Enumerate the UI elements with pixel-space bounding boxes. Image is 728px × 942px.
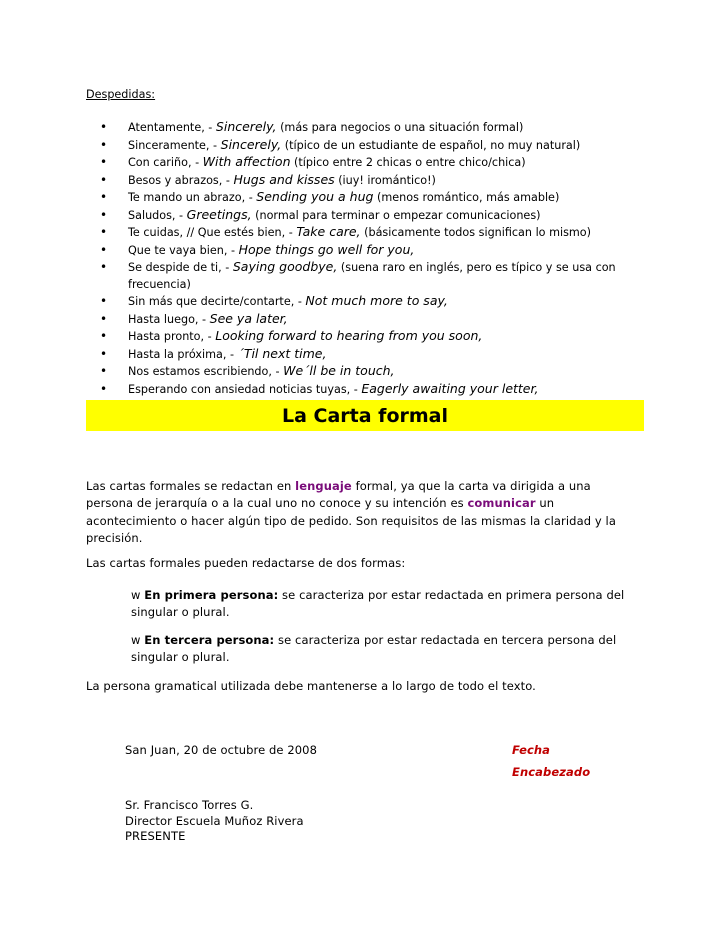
farewell-spanish: Sin más que decirte/contarte, - xyxy=(128,295,306,308)
farewell-spanish: Nos estamos escribiendo, - xyxy=(128,365,284,378)
option-primera-persona xyxy=(131,587,636,622)
farewell-item xyxy=(86,119,646,137)
farewell-item xyxy=(86,154,646,172)
farewell-item xyxy=(86,172,646,190)
lenguaje-link[interactable]: lenguaje xyxy=(295,479,352,493)
intro-text-1: Las cartas formales se redactan en xyxy=(86,479,296,493)
farewell-english: Not much more to say, xyxy=(305,293,448,308)
encabezado-label: Encabezado xyxy=(512,765,591,779)
intro-text-2: formal, ya que la carta va dirigida a una persona de jerarquía o a la cual uno no conoce y su intención es xyxy=(86,479,591,511)
farewell-item xyxy=(86,259,646,293)
farewell-english: Hugs and kisses xyxy=(233,171,335,187)
farewell-item xyxy=(86,242,646,260)
farewell-item xyxy=(86,346,646,364)
farewell-note: (típico de un estudiante de español, no muy natural) xyxy=(281,138,581,152)
intro-text-3: un acontecimiento o hacer algún tipo de pedido. Son requisitos de las mismas la claridad y la precisión. xyxy=(86,496,616,546)
fecha-label: Fecha xyxy=(512,743,551,757)
farewell-english: Take care, xyxy=(296,224,361,239)
option-bullet: w xyxy=(131,633,141,647)
farewell-spanish: Hasta pronto, - xyxy=(128,330,216,343)
farewell-english: With affection xyxy=(202,154,291,169)
persona-paragraph: La persona gramatical utilizada debe mantenerse a lo largo de todo el texto. xyxy=(86,679,536,693)
farewell-spanish: Con cariño, - xyxy=(128,156,203,169)
despedidas-heading: Despedidas: xyxy=(86,88,156,101)
farewell-spanish: Besos y abrazos, - xyxy=(128,173,234,187)
farewell-item xyxy=(86,137,646,155)
letter-date: San Juan, 20 de octubre de 2008 xyxy=(125,743,317,757)
farewell-english: Sincerely, xyxy=(220,136,282,152)
farewell-item xyxy=(86,311,646,329)
option-text: se caracteriza por estar redactada en primera persona del singular o plural. xyxy=(131,588,625,620)
option-label: En tercera persona: xyxy=(144,633,275,647)
farewell-spanish: Que te vaya bien, - xyxy=(128,243,239,257)
farewell-english: Sincerely, xyxy=(215,119,277,134)
farewell-item xyxy=(86,207,646,225)
farewell-spanish: Sinceramente, - xyxy=(128,138,221,152)
farewell-list xyxy=(86,119,646,398)
comunicar-link[interactable]: comunicar xyxy=(467,496,536,511)
page-title: La Carta formal xyxy=(281,404,449,427)
farewell-item xyxy=(86,224,646,242)
addressee-block xyxy=(125,798,304,845)
farewell-spanish: Saludos, - xyxy=(128,208,187,222)
option-tercera-persona xyxy=(131,632,636,667)
farewell-note: (típico entre 2 chicas o entre chico/chica) xyxy=(290,156,526,169)
farewell-english: Looking forward to hearing from you soon, xyxy=(215,328,483,343)
farewell-english: ´Til next time, xyxy=(237,345,327,361)
farewell-item xyxy=(86,363,646,381)
farewell-note: (básicamente todos significan lo mismo) xyxy=(360,226,592,239)
farewell-note: (suena raro en inglés, pero es típico y se usa con frecuencia) xyxy=(128,261,616,291)
intro-paragraph xyxy=(86,478,636,548)
farewell-spanish: Se despide de ti, - xyxy=(128,261,233,274)
farewell-english: Eagerly awaiting your letter, xyxy=(361,380,539,396)
farewell-spanish: Hasta la próxima, - xyxy=(128,347,238,361)
farewell-spanish: Te cuidas, // Que estés bien, - xyxy=(128,226,297,239)
farewell-spanish: Te mando un abrazo, - xyxy=(128,191,257,204)
title-banner xyxy=(86,400,644,431)
option-text: se caracteriza por estar redactada en tercera persona del singular o plural. xyxy=(131,633,617,665)
farewell-note: (más para negocios o una situación formal) xyxy=(276,121,524,134)
farewell-note: (iuy! iromántico!) xyxy=(334,173,436,187)
farewell-spanish: Esperando con ansiedad noticias tuyas, - xyxy=(128,382,362,396)
farewell-english: Saying goodbye, xyxy=(232,259,338,274)
farewell-item xyxy=(86,189,646,207)
farewell-english: Hope things go well for you, xyxy=(238,241,415,257)
forms-paragraph: Las cartas formales pueden redactarse de dos formas: xyxy=(86,556,406,570)
option-bullet: w xyxy=(131,588,141,602)
farewell-item xyxy=(86,293,646,311)
farewell-spanish: Atentamente, - xyxy=(128,121,216,134)
farewell-english: Sending you a hug xyxy=(256,189,374,204)
option-label: En primera persona: xyxy=(144,588,279,602)
addressee-name: Sr. Francisco Torres G. xyxy=(125,798,254,812)
farewell-english: Greetings, xyxy=(186,206,252,222)
farewell-item xyxy=(86,381,646,399)
farewell-english: See ya later, xyxy=(209,310,288,326)
farewell-note: (normal para terminar o empezar comunicaciones) xyxy=(251,208,541,222)
farewell-item xyxy=(86,328,646,346)
farewell-note: (menos romántico, más amable) xyxy=(373,191,560,204)
farewell-english: We´ll be in touch, xyxy=(283,363,395,378)
addressee-title: Director Escuela Muñoz Rivera xyxy=(125,813,304,828)
addressee-presente: PRESENTE xyxy=(125,829,186,844)
farewell-spanish: Hasta luego, - xyxy=(128,312,210,326)
